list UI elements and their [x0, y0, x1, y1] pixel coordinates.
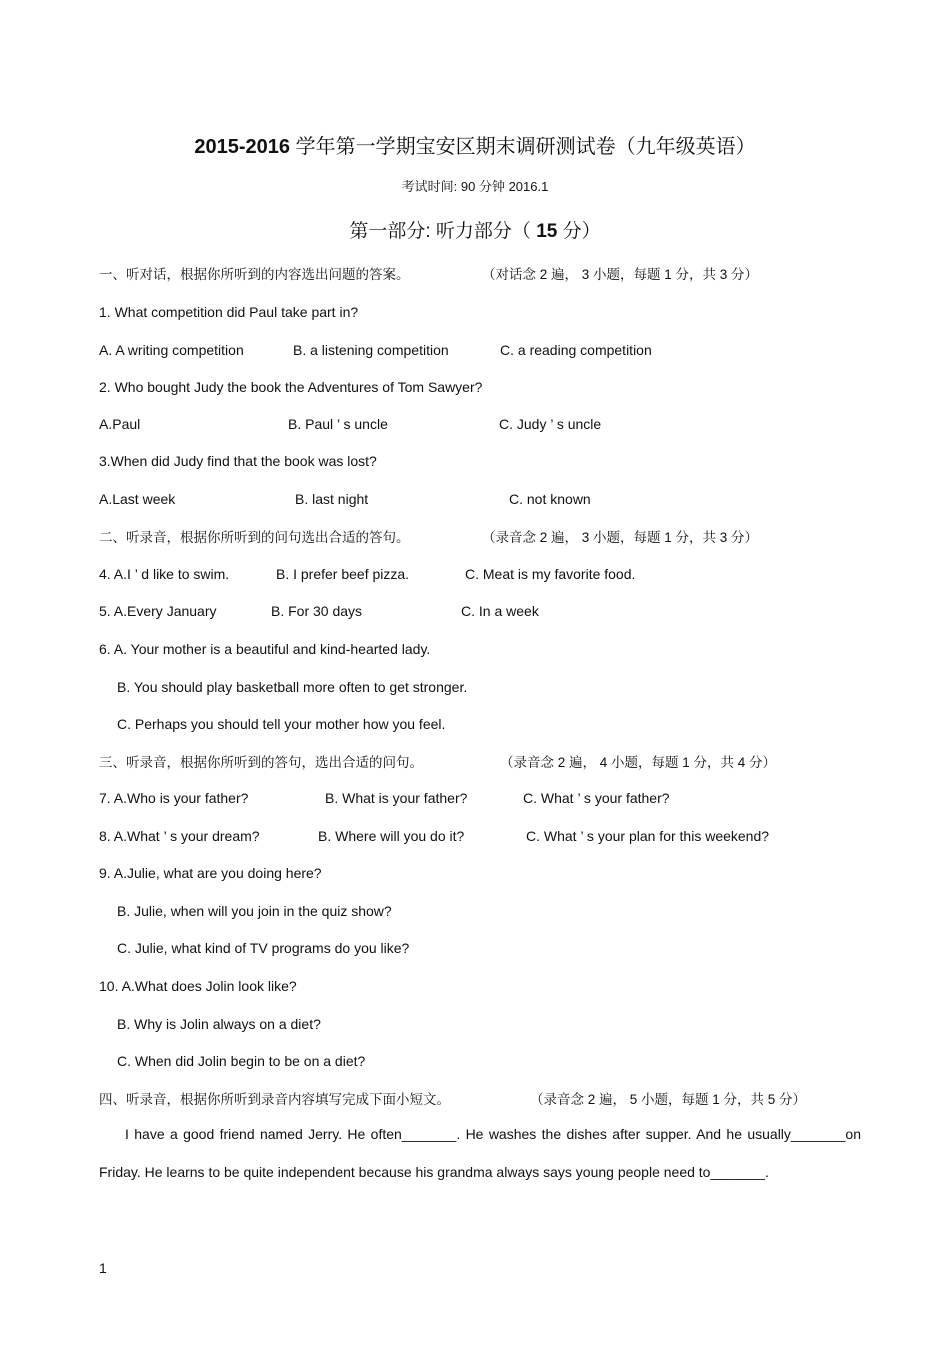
section-note: （对话念 2 遍， 3 小题，每题 1 分，共 3 分） [482, 267, 759, 282]
option: 4. A.I ’ d like to swim. [99, 566, 230, 582]
option: B. Julie, when will you join in the quiz show? [117, 903, 392, 919]
option: 7. A.Who is your father? [99, 790, 249, 806]
part-title-c: 分） [557, 221, 601, 242]
option: C. When did Jolin begin to be on a diet? [117, 1053, 366, 1069]
part-score: 15 [536, 221, 558, 242]
option: A.Last week [99, 491, 176, 507]
option: B. What is your father? [325, 790, 468, 806]
option: B. Why is Jolin always on a diet? [117, 1016, 321, 1032]
exam-title-text: 学年第一学期宝安区期末调研测试卷（九年级英语） [290, 136, 756, 158]
option: C. Perhaps you should tell your mother how you feel. [117, 716, 446, 732]
option: 6. A. Your mother is a beautiful and kind-hearted lady. [99, 641, 431, 657]
option: 8. A.What ’ s your dream? [99, 828, 260, 844]
section-heading: 三、听录音，根据你所听到的答句，选出合适的问句。 [99, 755, 423, 770]
option: C. What ’ s your father? [523, 790, 670, 806]
option: C. not known [509, 491, 591, 507]
option: 10. A.What does Jolin look like? [99, 978, 297, 994]
option: 5. A.Every January [99, 603, 217, 619]
page-number: 1 [99, 1260, 107, 1276]
option: B. a listening competition [293, 342, 449, 358]
option: B. Where will you do it? [318, 828, 465, 844]
section-note: （录音念 2 遍， 4 小题，每题 1 分，共 4 分） [500, 755, 777, 770]
option: C. a reading competition [500, 342, 652, 358]
option: B. You should play basketball more often to get stronger. [117, 679, 468, 695]
option: C. What ’ s your plan for this weekend? [526, 828, 770, 844]
option: 9. A.Julie, what are you doing here? [99, 865, 322, 881]
fill-in-passage: I have a good friend named Jerry. He often_______. He washes the dishes after supper. And he usually_______on Friday. He learns to be quite independent because his grandma always says young people need to_______. [99, 1126, 861, 1180]
section-heading: 一、听对话，根据你所听到的内容选出问题的答案。 [99, 267, 410, 282]
option: C. In a week [461, 603, 539, 619]
question: 2. Who bought Judy the book the Adventures of Tom Sawyer? [99, 379, 483, 395]
section-note: （录音念 2 遍， 5 小题，每题 1 分，共 5 分） [530, 1092, 807, 1107]
question: 1. What competition did Paul take part in? [99, 304, 359, 320]
part-title [0, 216, 950, 243]
option: B. For 30 days [271, 603, 363, 619]
option: B. I prefer beef pizza. [276, 566, 410, 582]
part-title-a: 第一部分: 听力部分（ [349, 221, 537, 242]
exam-meta: 考试时间: 90 分钟 2016.1 [401, 179, 549, 194]
option: C. Julie, what kind of TV programs do you like? [117, 940, 410, 956]
exam-title-years: 2015-2016 [194, 136, 291, 158]
option: B. last night [295, 491, 369, 507]
section-heading: 二、听录音，根据你所听到的问句选出合适的答句。 [99, 530, 410, 545]
option: C. Judy ’ s uncle [499, 416, 602, 432]
section-note: （录音念 2 遍， 3 小题，每题 1 分，共 3 分） [482, 530, 759, 545]
section-heading: 四、听录音，根据你所听到录音内容填写完成下面小短文。 [99, 1092, 450, 1107]
question: 3.When did Judy find that the book was lost? [99, 453, 377, 469]
option: A. A writing competition [99, 342, 244, 358]
option: C. Meat is my favorite food. [465, 566, 636, 582]
exam-title [0, 130, 950, 159]
option: A.Paul [99, 416, 141, 432]
option: B. Paul ’ s uncle [288, 416, 388, 432]
